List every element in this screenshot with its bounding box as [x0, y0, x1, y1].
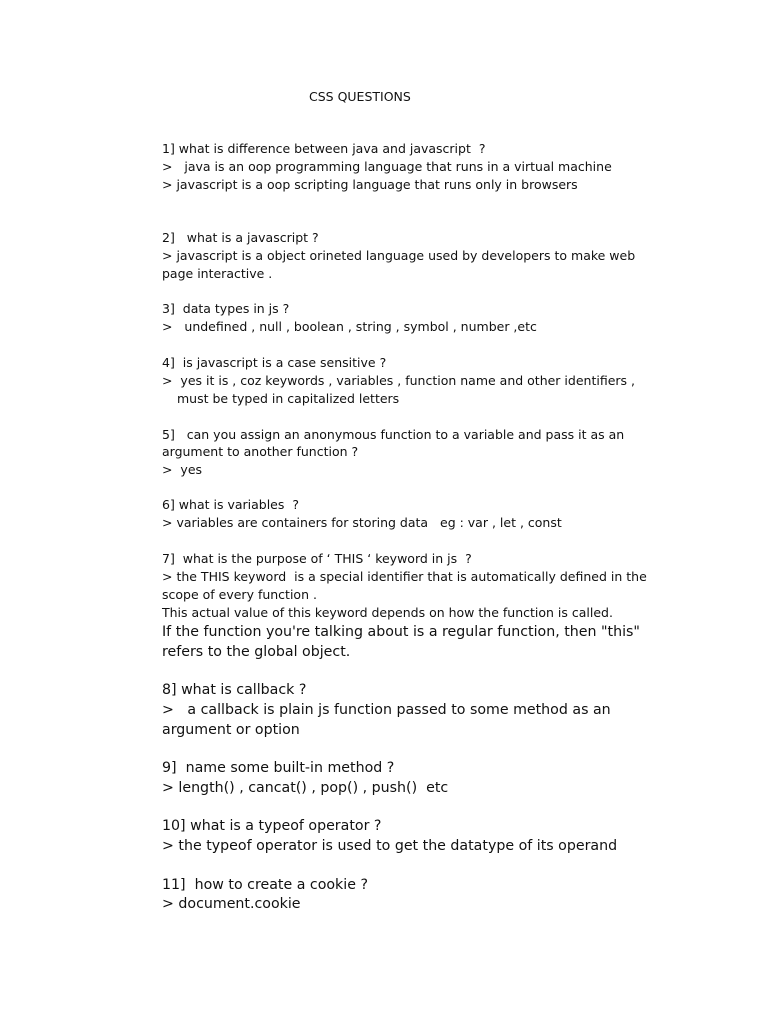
- answer-11: > document.cookie: [162, 896, 301, 912]
- answer-7-line-2: scope of every function .: [162, 587, 317, 602]
- question-11: 11] how to create a cookie ?: [162, 877, 368, 893]
- answer-1-line-1: > java is an oop programming language that runs in a virtual machine: [162, 159, 612, 174]
- answer-3: > undefined , null , boolean , string , symbol , number ,etc: [162, 319, 537, 334]
- page-title: CSS QUESTIONS: [309, 89, 411, 104]
- question-1: 1] what is difference between java and javascript ?: [162, 141, 486, 156]
- answer-7-line-3: This actual value of this keyword depends on how the function is called.: [162, 605, 613, 620]
- answer-9: > length() , cancat() , pop() , push() etc: [162, 780, 449, 796]
- question-5-line-1: 5] can you assign an anonymous function to a variable and pass it as an: [162, 427, 625, 442]
- answer-2-line-2: page interactive .: [162, 266, 273, 281]
- question-3: 3] data types in js ?: [162, 301, 290, 316]
- answer-7-line-4: If the function you're talking about is a regular function, then "this": [162, 624, 640, 640]
- question-10: 10] what is a typeof operator ?: [162, 818, 382, 834]
- answer-7-line-1: > the THIS keyword is a special identifier that is automatically defined in the: [162, 569, 647, 584]
- answer-4-line-2: must be typed in capitalized letters: [177, 391, 400, 406]
- answer-8-line-2: argument or option: [162, 722, 300, 738]
- question-4: 4] is javascript is a case sensitive ?: [162, 355, 387, 370]
- question-6: 6] what is variables ?: [162, 497, 299, 512]
- answer-4-line-1: > yes it is , coz keywords , variables , function name and other identifiers ,: [162, 373, 635, 388]
- answer-10: > the typeof operator is used to get the datatype of its operand: [162, 838, 618, 854]
- answer-2-line-1: > javascript is a object orineted language used by developers to make web: [162, 248, 636, 263]
- question-2: 2] what is a javascript ?: [162, 230, 319, 245]
- answer-7-line-5: refers to the global object.: [162, 644, 351, 660]
- question-5-line-2: argument to another function ?: [162, 444, 359, 459]
- answer-6: > variables are containers for storing data eg : var , let , const: [162, 515, 562, 530]
- question-7: 7] what is the purpose of ‘ THIS ‘ keyword in js ?: [162, 551, 472, 566]
- answer-1-line-2: > javascript is a oop scripting language that runs only in browsers: [162, 177, 578, 192]
- answer-5: > yes: [162, 462, 203, 477]
- question-8: 8] what is callback ?: [162, 682, 307, 698]
- answer-8-line-1: > a callback is plain js function passed to some method as an: [162, 702, 611, 718]
- question-9: 9] name some built-in method ?: [162, 760, 395, 776]
